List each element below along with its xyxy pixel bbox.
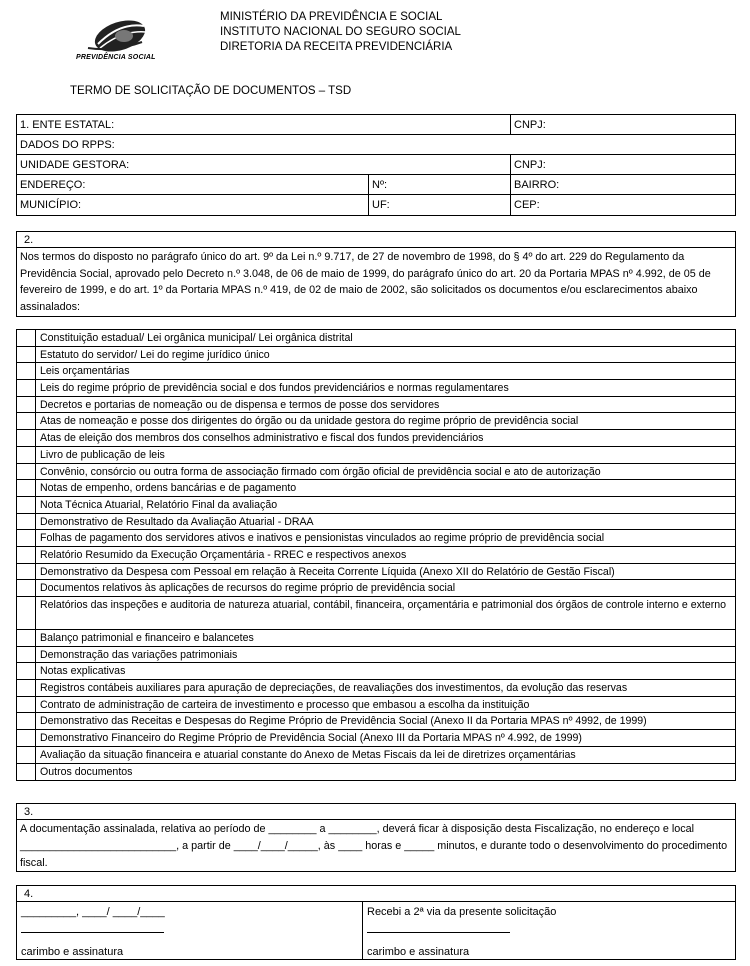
- checklist-item: [17, 580, 735, 597]
- cnpj-field-1[interactable]: CNPJ:: [510, 115, 546, 134]
- checklist-item-label: Relatório Resumido da Execução Orçamentária - RREC e respectivos anexos: [40, 548, 407, 561]
- issuer-stamp-signature-label: carimbo e assinatura: [21, 946, 124, 958]
- receiver-signature-rule: [367, 932, 510, 933]
- section-2-legal-basis: [16, 231, 736, 317]
- checklist-checkbox[interactable]: [17, 397, 36, 413]
- checklist-item: [17, 547, 735, 564]
- checklist-item: [17, 514, 735, 531]
- cnpj-field-2[interactable]: CNPJ:: [510, 155, 546, 174]
- cep-field[interactable]: CEP:: [510, 195, 540, 215]
- checklist-item-label: Outros documentos: [40, 765, 133, 778]
- checklist-item-label: Documentos relativos às aplicações de recursos do regime próprio de previdência social: [40, 582, 456, 595]
- checklist-checkbox[interactable]: [17, 530, 36, 546]
- checklist-item-label: Atas de eleição dos membros dos conselhos administrativo e fiscal dos fundos previdenciários: [40, 432, 484, 445]
- checklist-checkbox[interactable]: [17, 514, 36, 530]
- issuer-signature-block: [17, 902, 362, 959]
- checklist-item: [17, 747, 735, 764]
- checklist-item-label: Estatuto do servidor/ Lei do regime jurídico único: [40, 348, 270, 361]
- municipio-field[interactable]: MUNICÍPIO:: [20, 199, 82, 211]
- checklist-checkbox[interactable]: [17, 713, 36, 729]
- section-3-text: A documentação assinalada, relativa ao período de ________ a ________, deverá ficar à disposição desta Fiscalização, no endereço e local __________________________, a partir de ____/____/_____, às ____ horas e _____ minutos, e durante todo o desenvolvimento do procedimento fiscal.: [20, 823, 728, 869]
- checklist-checkbox[interactable]: [17, 597, 36, 629]
- checklist-checkbox[interactable]: [17, 747, 36, 763]
- checklist-item: [17, 464, 735, 481]
- ente-estatal-field[interactable]: 1. ENTE ESTATAL:: [20, 119, 115, 131]
- checklist-item: [17, 680, 735, 697]
- checklist-item-label: Demonstrativo de Resultado da Avaliação Atuarial - DRAA: [40, 515, 314, 528]
- uf-field[interactable]: UF:: [368, 195, 390, 215]
- checklist-item: [17, 564, 735, 581]
- checklist-checkbox[interactable]: [17, 697, 36, 713]
- unidade-gestora-field[interactable]: UNIDADE GESTORA:: [20, 159, 130, 171]
- document-checklist: [16, 329, 736, 781]
- bairro-field[interactable]: BAIRRO:: [510, 175, 559, 194]
- checklist-checkbox[interactable]: [17, 730, 36, 746]
- checklist-checkbox[interactable]: [17, 497, 36, 513]
- checklist-item: [17, 597, 735, 630]
- ministry-line-2: INSTITUTO NACIONAL DO SEGURO SOCIAL: [220, 26, 461, 38]
- checklist-item: [17, 697, 735, 714]
- checklist-checkbox[interactable]: [17, 330, 36, 346]
- checklist-item-label: Contrato de administração de carteira de investimento e processo que embasou a escolha da instituição: [40, 698, 530, 711]
- ministry-line-3: DIRETORIA DA RECEITA PREVIDENCIÁRIA: [220, 41, 453, 53]
- checklist-item: [17, 730, 735, 747]
- checklist-item-label: Folhas de pagamento dos servidores ativos e inativos e pensionistas vinculados ao regime próprio de previdência social: [40, 532, 605, 545]
- checklist-checkbox[interactable]: [17, 447, 36, 463]
- logo-text: PREVIDÊNCIA SOCIAL: [76, 54, 156, 61]
- checklist-item: [17, 630, 735, 647]
- checklist-checkbox[interactable]: [17, 464, 36, 480]
- section-1-entity-data: [16, 114, 736, 216]
- checklist-item-label: Decretos e portarias de nomeação ou de dispensa e termos de posse dos servidores: [40, 398, 440, 411]
- section-4-number: 4.: [17, 886, 735, 902]
- checklist-item-label: Leis orçamentárias: [40, 365, 130, 378]
- place-date-line[interactable]: _________, ____/ ____/____: [21, 906, 165, 918]
- checklist-item-label: Livro de publicação de leis: [40, 448, 165, 461]
- checklist-item: [17, 530, 735, 547]
- row-endereco: [17, 175, 735, 195]
- checklist-item-label: Atas de nomeação e posse dos dirigentes do órgão ou da unidade gestora do regime próprio de previdência social: [40, 415, 579, 428]
- checklist-item-label: Nota Técnica Atuarial, Relatório Final da avaliação: [40, 498, 278, 511]
- dados-rpps-field[interactable]: DADOS DO RPPS:: [20, 139, 115, 151]
- row-unidade-gestora: [17, 155, 735, 175]
- section-2-number: 2.: [17, 232, 735, 248]
- section-2-text: Nos termos do disposto no parágrafo único do art. 9º da Lei n.º 9.717, de 27 de novembro de 1998, do § 4º do art. 229 do Regulamento da Previdência Social, aprovado pelo Decreto n.º 3.048, de 06 de maio de 1999, do parágrafo único do art. 20 da Portaria MPAS nº 4.992, de 05 de fevereiro de 1999, e do art. 1º da Portaria MPAS n.º 419, de 02 de maio de 2002, são solicitados os documentos e/ou esclarecimentos abaixo assinalados:: [20, 251, 711, 313]
- checklist-item: [17, 397, 735, 414]
- issuer-signature-rule: [21, 932, 164, 933]
- checklist-item: [17, 447, 735, 464]
- endereco-field[interactable]: ENDEREÇO:: [20, 179, 86, 191]
- checklist-item-label: Convênio, consórcio ou outra forma de associação firmado com órgão oficial de previdência social e ato de autorização: [40, 465, 601, 478]
- document-title: TERMO DE SOLICITAÇÃO DE DOCUMENTOS – TSD: [70, 85, 352, 97]
- section-4-signatures: [16, 885, 736, 960]
- checklist-item-label: Demonstração das variações patrimoniais: [40, 648, 238, 661]
- row-ente-estatal: [17, 115, 735, 135]
- checklist-item-label: Notas explicativas: [40, 665, 126, 678]
- section-3-period: [16, 803, 736, 872]
- row-municipio: [17, 195, 735, 215]
- numero-field[interactable]: Nº:: [368, 175, 387, 194]
- checklist-item-label: Demonstrativo da Despesa com Pessoal em relação à Receita Corrente Líquida (Anexo XII do Relatório de Gestão Fiscal): [40, 565, 615, 578]
- checklist-item: [17, 330, 735, 347]
- checklist-checkbox[interactable]: [17, 680, 36, 696]
- section-3-number: 3.: [17, 804, 735, 820]
- globe-logo-icon: [84, 18, 154, 54]
- checklist-item-label: Avaliação da situação financeira e atuarial constante do Anexo de Metas Fiscais da lei de diretrizes orçamentárias: [40, 748, 576, 761]
- checklist-item-label: Leis do regime próprio de previdência social e dos fundos previdenciários e normas regulamentares: [40, 382, 509, 395]
- row-dados-rpps: [17, 135, 735, 155]
- checklist-checkbox[interactable]: [17, 764, 36, 781]
- checklist-item-label: Relatórios das inspeções e auditoria de natureza atuarial, contábil, financeira, orçamentária e patrimonial dos órgãos de controle interno e externo: [40, 599, 727, 611]
- checklist-checkbox[interactable]: [17, 547, 36, 563]
- checklist-item: [17, 764, 735, 781]
- checklist-checkbox[interactable]: [17, 413, 36, 429]
- checklist-item: [17, 413, 735, 430]
- checklist-checkbox[interactable]: [17, 363, 36, 379]
- checklist-item-label: Constituição estadual/ Lei orgânica municipal/ Lei orgânica distrital: [40, 332, 353, 344]
- checklist-checkbox[interactable]: [17, 430, 36, 446]
- checklist-item-label: Notas de empenho, ordens bancárias e de pagamento: [40, 482, 297, 495]
- checklist-item: [17, 430, 735, 447]
- checklist-item-label: Demonstrativo Financeiro do Regime Próprio de Previdência Social (Anexo III da Portaria MPAS nº 4.992, de 1999): [40, 732, 582, 745]
- checklist-item: [17, 713, 735, 730]
- checklist-item: [17, 663, 735, 680]
- receiver-signature-block: [362, 902, 735, 959]
- checklist-item: [17, 480, 735, 497]
- checklist-item: [17, 647, 735, 664]
- ministry-line-1: MINISTÉRIO DA PREVIDÊNCIA E SOCIAL: [220, 11, 443, 23]
- checklist-item-label: Balanço patrimonial e financeiro e balancetes: [40, 632, 254, 644]
- checklist-checkbox[interactable]: [17, 580, 36, 596]
- checklist-item: [17, 380, 735, 397]
- checklist-item: [17, 347, 735, 364]
- receiver-stamp-signature-label: carimbo e assinatura: [367, 946, 470, 958]
- ministry-header: [220, 10, 461, 55]
- checklist-item-label: Registros contábeis auxiliares para apuração de depreciações, de reavaliações dos investimentos, da evolução das reservas: [40, 682, 628, 695]
- checklist-checkbox[interactable]: [17, 630, 36, 646]
- checklist-checkbox[interactable]: [17, 663, 36, 679]
- receipt-statement: Recebi a 2ª via da presente solicitação: [367, 906, 557, 918]
- checklist-item: [17, 363, 735, 380]
- checklist-checkbox[interactable]: [17, 347, 36, 363]
- checklist-checkbox[interactable]: [17, 564, 36, 580]
- checklist-checkbox[interactable]: [17, 480, 36, 496]
- logo: [68, 14, 178, 70]
- checklist-item: [17, 497, 735, 514]
- checklist-checkbox[interactable]: [17, 380, 36, 396]
- checklist-checkbox[interactable]: [17, 647, 36, 663]
- checklist-item-label: Demonstrativo das Receitas e Despesas do Regime Próprio de Previdência Social (Anexo II da Portaria MPAS nº 4992, de 1999): [40, 715, 647, 728]
